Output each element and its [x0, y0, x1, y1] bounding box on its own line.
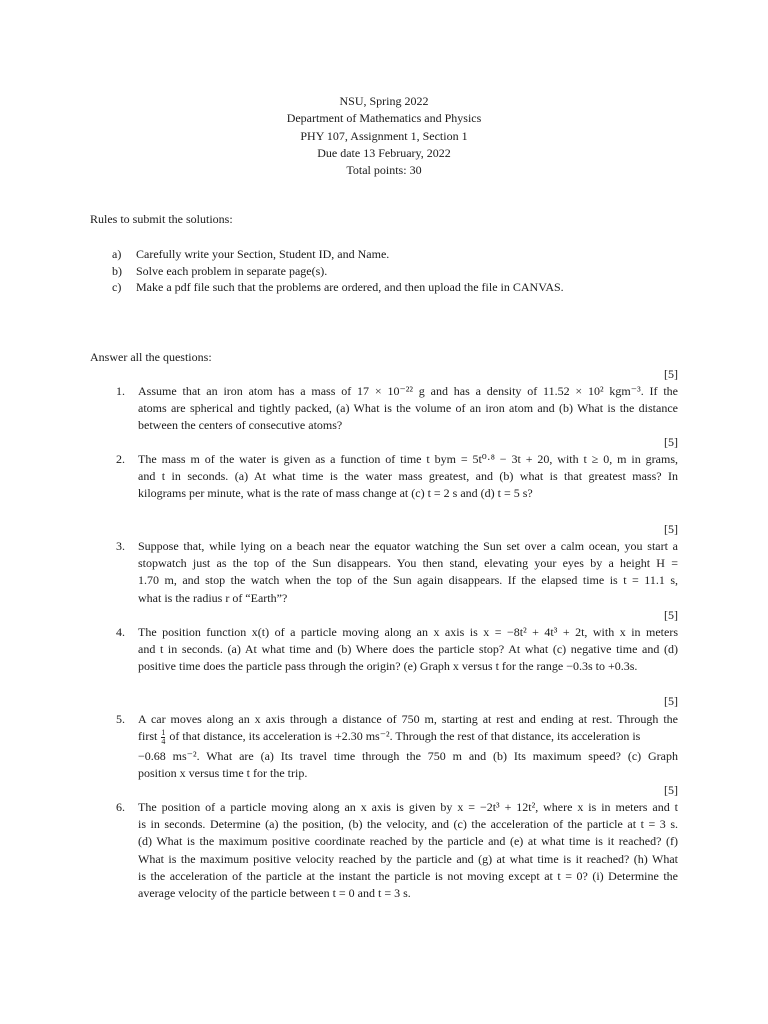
question-line: and t in seconds. (a) At what time is the water mass greatest, and (b) what is that greatest mass? In — [138, 469, 678, 484]
rule-label: c) — [112, 280, 122, 295]
question-line: The position function x(t) of a particle moving along an x axis is x = −8t² + 4t³ + 2t, with x in meters — [138, 625, 678, 639]
question-number: 6. — [116, 800, 125, 814]
rule-label: a) — [112, 247, 122, 261]
question-line: position x versus time t for the trip. — [138, 766, 308, 781]
question-line: A car moves along an x axis through a distance of 750 m, starting at rest and ending at rest. Through the — [138, 712, 678, 726]
question-line: Assume that an iron atom has a mass of 17 × 10⁻²² g and has a density of 11.52 × 10² kgm⁻³. If the — [138, 384, 678, 398]
question-line: The position of a particle moving along an x axis is given by x = −2t³ + 12t², where x is in meters and t — [138, 800, 678, 814]
rule-text: Carefully write your Section, Student ID, and Name. — [136, 247, 390, 261]
question-line: −0.68 ms⁻². What are (a) Its travel time through the 750 m and (b) Its maximum speed? (c) Graph — [138, 749, 678, 764]
question-line: 1.70 m, and stop the watch when the top of the Sun again disappears. If the elapsed time is t = 11.1 s, — [138, 573, 678, 588]
rule-item — [112, 279, 712, 296]
question-line-rest: of that distance, its acceleration is +2.30 ms⁻². Through the rest of that distance, its acceleration is — [169, 729, 641, 744]
question-line: stopwatch just as the top of the Sun disappears. You then stand, elevating your eyes by a height H = — [138, 556, 678, 571]
rule-text: Make a pdf file such that the problems are ordered, and then upload the file in CANVAS. — [136, 280, 564, 295]
question-points: [5] — [664, 608, 678, 622]
header-total-points: Total points: 30 — [346, 163, 422, 178]
rule-item — [112, 246, 712, 263]
question-number: 2. — [116, 452, 125, 466]
question-text — [138, 711, 678, 783]
question-text — [138, 538, 678, 607]
header-university: NSU, Spring 2022 — [339, 94, 429, 108]
question-text — [138, 799, 678, 902]
fraction-numerator: 1 — [161, 727, 166, 737]
question-line: is in seconds. Determine (a) the position, (b) the velocity, and (c) the acceleration of the particle at t = 3 s. — [138, 817, 678, 832]
question-line — [138, 728, 678, 748]
question-line: what is the radius r of “Earth”? — [138, 590, 288, 605]
rules-list — [112, 246, 712, 296]
question-points: [5] — [664, 694, 678, 708]
question-line: and t in seconds. (a) At what time and (b) Where does the particle stop? At what (c) negative time and (d) — [138, 642, 678, 657]
rule-label: b) — [112, 263, 122, 278]
header-department: Department of Mathematics and Physics — [286, 111, 482, 126]
question-points: [5] — [664, 783, 678, 797]
document-header — [0, 93, 768, 179]
question-line: What is the maximum positive velocity reached by the particle and (g) at what time is it reached? (h) What — [138, 851, 678, 866]
fraction-prefix: first — [138, 729, 158, 744]
question-number: 5. — [116, 712, 125, 726]
fraction-one-quarter — [161, 729, 165, 746]
question-line: average velocity of the particle between t = 0 and t = 3 s. — [138, 885, 411, 900]
rule-item — [112, 263, 712, 280]
question-line: kilograms per minute, what is the rate of mass change at (c) t = 2 s and (d) t = 5 s? — [138, 486, 533, 501]
question-line: between the centers of consecutive atoms? — [138, 418, 343, 433]
question-text — [138, 451, 678, 503]
question-line: (d) What is the maximum positive coordinate reached by the particle and (e) at what time is it reached? (f) — [138, 834, 678, 849]
question-points: [5] — [664, 522, 678, 536]
question-points: [5] — [664, 367, 678, 381]
rules-title: Rules to submit the solutions: — [90, 212, 233, 226]
question-number: 1. — [116, 384, 125, 398]
question-line: positive time does the particle pass through the origin? (e) Graph x versus t for the range −0.3s to +0.3s. — [138, 659, 638, 674]
question-number: 3. — [116, 539, 125, 553]
question-text — [138, 383, 678, 435]
question-line: atoms are spherical and tightly packed, (a) What is the volume of an iron atom and (b) What is the distance — [138, 401, 678, 416]
question-number: 4. — [116, 625, 125, 639]
answer-title: Answer all the questions: — [90, 350, 212, 364]
question-line: The mass m of the water is given as a function of time t bym = 5t⁰·⁸ − 3t + 20, with t ≥ 0, m in grams, — [138, 452, 678, 466]
fraction-denominator: 4 — [161, 736, 166, 746]
question-text — [138, 624, 678, 676]
rule-text: Solve each problem in separate page(s). — [136, 263, 328, 278]
header-course: PHY 107, Assignment 1, Section 1 — [300, 128, 468, 143]
question-points: [5] — [664, 435, 678, 449]
question-line: is the acceleration of the particle at the instant the particle is not moving except at t = 0? (i) Determine the — [138, 868, 678, 883]
header-due-date: Due date 13 February, 2022 — [317, 145, 451, 160]
question-line: Suppose that, while lying on a beach near the equator watching the Sun set over a calm ocean, you start a — [138, 539, 678, 553]
